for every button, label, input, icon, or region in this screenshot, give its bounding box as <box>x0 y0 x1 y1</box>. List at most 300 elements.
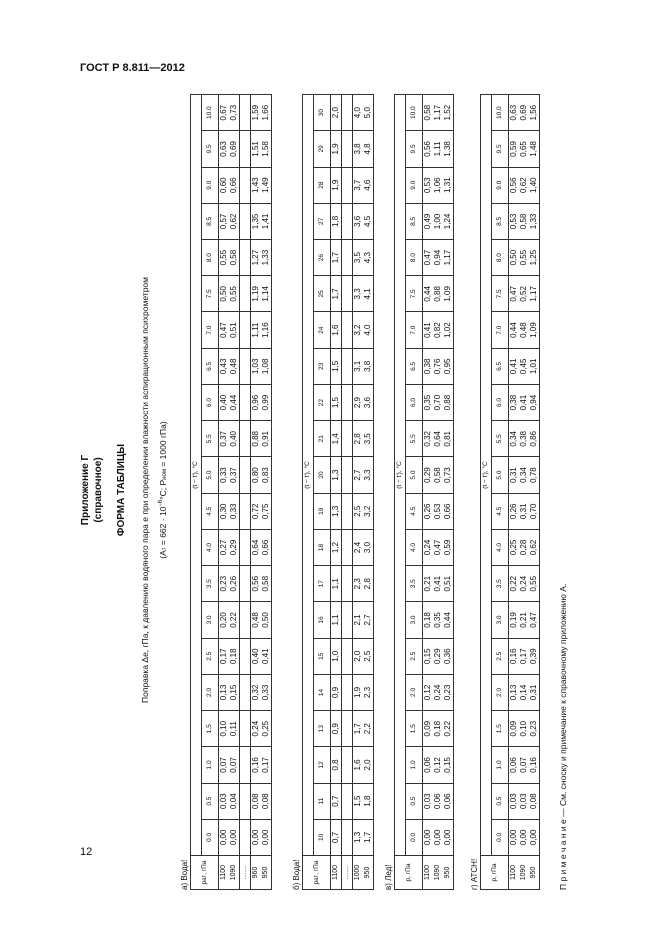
pressure-header <box>303 856 331 890</box>
value-cell: 3,8 4,8 <box>353 131 374 167</box>
column-header: 2.5 <box>202 638 219 674</box>
formula-p-sub: ном <box>162 469 168 480</box>
table-d-label: г) АТСН! <box>470 858 479 890</box>
value-cell: 3,3 4,1 <box>353 276 374 312</box>
value-cell: 1,1 <box>331 602 342 638</box>
column-header: 16 <box>314 602 331 638</box>
column-header: 9.5 <box>202 131 219 167</box>
value-cell: 0,07 0,07 <box>219 747 240 783</box>
column-header: 1.0 <box>406 747 423 783</box>
column-header: 8.5 <box>406 203 423 239</box>
value-cell: 0,18 0,35 0,44 <box>423 602 454 638</box>
pressure-header <box>191 856 219 890</box>
column-header: 5.5 <box>492 421 509 457</box>
value-cell: 3,5 4,3 <box>353 240 374 276</box>
pressure-symbol: p <box>312 880 320 885</box>
value-cell: 0,13 0,14 0,31 <box>509 674 540 710</box>
value-cell: 1,9 2,3 <box>353 674 374 710</box>
table-row <box>342 95 353 890</box>
column-header: 8.0 <box>492 240 509 276</box>
value-cell: 0,38 0,76 0,95 <box>423 348 454 384</box>
value-cell: 2,0 2,5 <box>353 638 374 674</box>
value-cell: 2,7 3,3 <box>353 457 374 493</box>
value-cell: 2,9 3,6 <box>353 384 374 420</box>
column-header: 10.0 <box>406 95 423 131</box>
column-header: 7.5 <box>202 276 219 312</box>
column-header: 1.5 <box>202 711 219 747</box>
value-cell: 0,56 0,58 <box>251 566 272 602</box>
value-cell: 0,03 0,03 0,08 <box>509 783 540 819</box>
table-b-label: б) Вода! <box>292 859 301 890</box>
value-cell: 0,55 0,58 <box>219 240 240 276</box>
value-cell: 0,12 0,24 0,23 <box>423 674 454 710</box>
value-cell: 0,13 0,15 <box>219 674 240 710</box>
value-cell: 0,30 0,33 <box>219 493 240 529</box>
value-cell: 0,15 0,29 0,36 <box>423 638 454 674</box>
value-cell: 0,33 0,37 <box>219 457 240 493</box>
column-header: 10.0 <box>202 95 219 131</box>
table-row <box>331 95 342 890</box>
table-row <box>509 95 540 890</box>
column-header: 0.5 <box>492 783 509 819</box>
value-cell <box>240 602 251 638</box>
value-cell: 1,03 1,08 <box>251 348 272 384</box>
value-cell <box>342 312 353 348</box>
value-cell <box>342 348 353 384</box>
value-cell: 0,31 0,34 0,78 <box>509 457 540 493</box>
table-row <box>353 95 374 890</box>
column-header: 4.5 <box>202 493 219 529</box>
value-cell: 0,40 0,44 <box>219 384 240 420</box>
value-cell: 1,19 1,14 <box>251 276 272 312</box>
column-header: 14 <box>314 674 331 710</box>
value-cell <box>240 711 251 747</box>
page-number: 12 <box>80 846 93 858</box>
column-header: 1.0 <box>492 747 509 783</box>
value-cell: 0,09 0,10 0,23 <box>509 711 540 747</box>
column-header: 1.5 <box>406 711 423 747</box>
formula-unit: °C <box>158 490 168 500</box>
value-cell <box>240 421 251 457</box>
column-header: 8.0 <box>202 240 219 276</box>
value-cell: 0,48 0,50 <box>251 602 272 638</box>
value-cell: 0,72 0,75 <box>251 493 272 529</box>
value-cell <box>240 566 251 602</box>
value-cell: 0,63 0,69 1,56 <box>509 95 540 131</box>
value-cell <box>240 95 251 131</box>
table-a-label: а) Вода! <box>180 859 189 890</box>
pressure-header <box>395 856 423 890</box>
column-header: 0.0 <box>202 819 219 855</box>
value-cell: 0,56 1,11 1,38 <box>423 131 454 167</box>
column-header: 10 <box>314 819 331 855</box>
value-cell: 1,5 <box>331 348 342 384</box>
value-cell <box>342 747 353 783</box>
column-header: 5.0 <box>492 457 509 493</box>
value-cell: 0,37 0,40 <box>219 421 240 457</box>
value-cell: 0,34 0,38 0,86 <box>509 421 540 457</box>
value-cell <box>342 493 353 529</box>
value-cell: 0,16 0,17 <box>251 747 272 783</box>
value-cell <box>240 638 251 674</box>
value-cell: 0,24 0,25 <box>251 711 272 747</box>
value-cell: 1,35 1,41 <box>251 203 272 239</box>
column-header: 9.5 <box>406 131 423 167</box>
rotated-content <box>80 90 580 890</box>
column-header: 22 <box>314 384 331 420</box>
pressure-subscript: ат <box>201 874 208 881</box>
value-cell: 0,32 0,33 <box>251 674 272 710</box>
column-header: 17 <box>314 566 331 602</box>
value-cell: 0,44 0,88 1,09 <box>423 276 454 312</box>
value-cell <box>240 312 251 348</box>
formula-at: (A <box>158 550 168 559</box>
value-cell: 2,1 2,7 <box>353 602 374 638</box>
value-cell: 0,50 0,55 <box>219 276 240 312</box>
column-header: 3.0 <box>492 602 509 638</box>
value-cell: 2,8 3,5 <box>353 421 374 457</box>
formula-line <box>158 90 168 890</box>
column-header: 3.0 <box>202 602 219 638</box>
value-cell: 1,6 <box>331 312 342 348</box>
value-cell <box>240 529 251 565</box>
form-title: ФОРМА ТАБЛИЦЫ <box>116 443 127 537</box>
table-row <box>251 95 272 890</box>
value-cell <box>342 167 353 203</box>
value-cell <box>342 711 353 747</box>
value-cell <box>240 131 251 167</box>
column-header: 8.5 <box>492 203 509 239</box>
column-header: 9.0 <box>202 167 219 203</box>
temperature-difference-header: (t − t'), °C <box>191 95 202 856</box>
value-cell <box>240 457 251 493</box>
value-cell: 0,44 0,48 1,09 <box>509 312 540 348</box>
value-cell: 0,64 0,66 <box>251 529 272 565</box>
value-cell: 2,3 2,8 <box>353 566 374 602</box>
value-cell: 4,0 5,0 <box>353 95 374 131</box>
column-header: 2.5 <box>492 638 509 674</box>
pressure-subscript: ат <box>313 874 320 881</box>
column-header: 4.0 <box>406 529 423 565</box>
temperature-difference-header: (t − t'), °C <box>481 95 492 856</box>
value-cell: 0,08 0,08 <box>251 783 272 819</box>
value-cell: 0,06 0,12 0,15 <box>423 747 454 783</box>
value-cell <box>342 203 353 239</box>
table-a <box>190 94 272 890</box>
value-cell: 0,53 0,58 1,33 <box>509 203 540 239</box>
column-header: 12 <box>314 747 331 783</box>
column-header: 26 <box>314 240 331 276</box>
value-cell <box>342 384 353 420</box>
column-header: 5.0 <box>406 457 423 493</box>
value-cell: 0,00 0,00 0,00 <box>423 819 454 855</box>
value-cell <box>240 384 251 420</box>
pressure-unit: , гПа <box>200 860 208 875</box>
value-cell: 2,0 <box>331 95 342 131</box>
column-header: 4.0 <box>492 529 509 565</box>
value-cell: 1,7 <box>331 276 342 312</box>
value-cell <box>240 493 251 529</box>
value-cell: 1,2 <box>331 529 342 565</box>
value-cell: 1,43 1,49 <box>251 167 272 203</box>
column-header: 24 <box>314 312 331 348</box>
value-cell: 0,19 0,21 0,47 <box>509 602 540 638</box>
value-cell: 0,00 0,00 <box>251 819 272 855</box>
column-header: 4.5 <box>492 493 509 529</box>
value-cell: 0,41 0,45 1,01 <box>509 348 540 384</box>
value-cell: 0,25 0,28 0,62 <box>509 529 540 565</box>
column-header: 3.5 <box>492 566 509 602</box>
column-header: 5.0 <box>202 457 219 493</box>
table-row <box>219 95 240 890</box>
column-header: 7.0 <box>202 312 219 348</box>
value-cell: 3,1 3,8 <box>353 348 374 384</box>
value-cell: 0,67 0,73 <box>219 95 240 131</box>
value-cell: 0,47 0,52 1,17 <box>509 276 540 312</box>
pressure-cell: 1100 1090 950 <box>423 856 454 890</box>
column-header: 19 <box>314 493 331 529</box>
value-cell: 0,17 0,18 <box>219 638 240 674</box>
formula-p-val: = 1000 гПа) <box>158 421 168 470</box>
column-header: 0.5 <box>406 783 423 819</box>
column-header: 6.0 <box>492 384 509 420</box>
value-cell: 0,03 0,04 <box>219 783 240 819</box>
value-cell: 1,8 <box>331 203 342 239</box>
value-cell: 0,41 0,82 1,02 <box>423 312 454 348</box>
value-cell: 0,7 <box>331 819 342 855</box>
value-cell: 0,47 0,94 1,17 <box>423 240 454 276</box>
value-cell <box>342 674 353 710</box>
value-cell: 0,32 0,64 0,81 <box>423 421 454 457</box>
column-header: 7.0 <box>406 312 423 348</box>
appendix-status: (справочное) <box>93 457 104 523</box>
column-header: 9.0 <box>406 167 423 203</box>
value-cell <box>342 566 353 602</box>
value-cell: 0,24 0,47 0,59 <box>423 529 454 565</box>
column-header: 6.5 <box>406 348 423 384</box>
value-cell: 1,6 2,0 <box>353 747 374 783</box>
column-header: 6.5 <box>202 348 219 384</box>
column-header: 0.5 <box>202 783 219 819</box>
table-c <box>394 94 454 890</box>
formula-at-sub: т <box>162 547 168 551</box>
value-cell: 0,26 0,31 0,70 <box>509 493 540 529</box>
value-cell: 1,0 <box>331 638 342 674</box>
pressure-cell: …… <box>240 856 251 890</box>
value-cell <box>240 348 251 384</box>
table-row <box>240 95 251 890</box>
value-cell: 0,00 0,00 0,00 <box>509 819 540 855</box>
value-cell: 1,3 <box>331 457 342 493</box>
value-cell: 1,9 <box>331 131 342 167</box>
column-header: 13 <box>314 711 331 747</box>
value-cell: 0,29 0,58 0,73 <box>423 457 454 493</box>
column-header: 6.5 <box>492 348 509 384</box>
column-header: 3.0 <box>406 602 423 638</box>
value-cell: 0,20 0,22 <box>219 602 240 638</box>
column-header: 2.0 <box>202 674 219 710</box>
value-cell: 1,7 2,2 <box>353 711 374 747</box>
formula-exp: −6 <box>158 499 165 507</box>
column-header: 25 <box>314 276 331 312</box>
pressure-cell: …… <box>342 856 353 890</box>
value-cell <box>342 602 353 638</box>
value-cell: 3,2 4,0 <box>353 312 374 348</box>
value-cell: 1,59 1,66 <box>251 95 272 131</box>
column-header: 27 <box>314 203 331 239</box>
column-header: 1.0 <box>202 747 219 783</box>
value-cell: 0,00 0,00 <box>219 819 240 855</box>
column-header: 9.5 <box>492 131 509 167</box>
column-header: 15 <box>314 638 331 674</box>
column-header: 7.0 <box>492 312 509 348</box>
value-cell: 0,35 0,70 0,88 <box>423 384 454 420</box>
value-cell <box>342 131 353 167</box>
value-cell: 1,3 <box>331 493 342 529</box>
value-cell: 1,4 <box>331 421 342 457</box>
value-cell <box>240 276 251 312</box>
column-header: 8.5 <box>202 203 219 239</box>
column-header: 1.5 <box>492 711 509 747</box>
value-cell <box>240 203 251 239</box>
table-caption: Поправка Δe, гПа, к давлению водяного пара e при определении влажности аспирационным психрометром <box>140 277 150 703</box>
value-cell <box>240 674 251 710</box>
value-cell: 1,9 <box>331 167 342 203</box>
formula-at-val: = 662 · 10 <box>158 506 168 548</box>
value-cell: 0,38 0,41 0,94 <box>509 384 540 420</box>
value-cell: 0,57 0,62 <box>219 203 240 239</box>
note: П р и м е ч а н и е — См. сноску и примечание к справочному приложению А. <box>558 583 568 890</box>
value-cell: 0,50 0,55 1,25 <box>509 240 540 276</box>
pressure-symbol: p, гПа <box>490 863 498 882</box>
column-header: 3.5 <box>406 566 423 602</box>
table-row <box>423 95 454 890</box>
value-cell <box>240 167 251 203</box>
value-cell <box>240 783 251 819</box>
value-cell: 0,03 0,06 0,06 <box>423 783 454 819</box>
column-header: 11 <box>314 783 331 819</box>
value-cell <box>342 638 353 674</box>
value-cell: 0,9 <box>331 674 342 710</box>
column-header: 2.5 <box>406 638 423 674</box>
value-cell <box>240 819 251 855</box>
pressure-cell: 1100 1090 <box>219 856 240 890</box>
value-cell: 0,23 0,26 <box>219 566 240 602</box>
value-cell: 0,27 0,29 <box>219 529 240 565</box>
value-cell: 3,6 4,5 <box>353 203 374 239</box>
value-cell: 0,16 0,17 0,39 <box>509 638 540 674</box>
column-header: 30 <box>314 95 331 131</box>
value-cell: 2,4 3,0 <box>353 529 374 565</box>
column-header: 4.0 <box>202 529 219 565</box>
column-header: 0.0 <box>492 819 509 855</box>
value-cell: 1,1 <box>331 566 342 602</box>
value-cell: 0,26 0,53 0,66 <box>423 493 454 529</box>
appendix-title: Приложение Г <box>80 454 91 526</box>
column-header: 21 <box>314 421 331 457</box>
value-cell: 0,80 0,83 <box>251 457 272 493</box>
column-header: 7.5 <box>492 276 509 312</box>
value-cell: 1,5 <box>331 384 342 420</box>
value-cell: 1,7 <box>331 240 342 276</box>
value-cell: 0,7 <box>331 783 342 819</box>
value-cell: 0,47 0,51 <box>219 312 240 348</box>
value-cell: 0,09 0,18 0,22 <box>423 711 454 747</box>
column-header: 3.5 <box>202 566 219 602</box>
column-header: 10.0 <box>492 95 509 131</box>
column-header: 29 <box>314 131 331 167</box>
value-cell <box>240 240 251 276</box>
value-cell <box>342 276 353 312</box>
value-cell: 2,5 3,2 <box>353 493 374 529</box>
table-b <box>302 94 374 890</box>
value-cell <box>342 240 353 276</box>
table-d <box>480 94 540 890</box>
column-header: 4.5 <box>406 493 423 529</box>
table-c-label: в) Лед! <box>384 864 393 890</box>
column-header: 2.0 <box>406 674 423 710</box>
value-cell: 0,63 0,69 <box>219 131 240 167</box>
column-header: 8.0 <box>406 240 423 276</box>
value-cell: 0,21 0,41 0,51 <box>423 566 454 602</box>
column-header: 23 <box>314 348 331 384</box>
value-cell: 0,88 0,91 <box>251 421 272 457</box>
value-cell: 0,9 <box>331 711 342 747</box>
value-cell <box>342 457 353 493</box>
value-cell: 0,53 1,06 1,31 <box>423 167 454 203</box>
column-header: 2.0 <box>492 674 509 710</box>
value-cell: 0,60 0,66 <box>219 167 240 203</box>
value-cell: 0,58 1,17 1,52 <box>423 95 454 131</box>
column-header: 5.5 <box>406 421 423 457</box>
pressure-symbol: p <box>200 880 208 885</box>
pressure-cell: 1100 1090 950 <box>509 856 540 890</box>
pressure-cell: 1000 950 <box>353 856 374 890</box>
temperature-difference-header: (t − t'), °C <box>303 95 314 856</box>
value-cell: 0,56 0,62 1,40 <box>509 167 540 203</box>
value-cell: 0,43 0,48 <box>219 348 240 384</box>
column-header: 0.0 <box>406 819 423 855</box>
column-header: 6.0 <box>202 384 219 420</box>
value-cell: 0,8 <box>331 747 342 783</box>
value-cell: 0,49 1,00 1,24 <box>423 203 454 239</box>
value-cell: 1,5 1,8 <box>353 783 374 819</box>
value-cell: 0,59 0,65 1,48 <box>509 131 540 167</box>
temperature-difference-header: (t − t'), °C <box>395 95 406 856</box>
pressure-symbol: p, гПа <box>404 863 412 882</box>
value-cell: 0,10 0,11 <box>219 711 240 747</box>
value-cell <box>342 819 353 855</box>
value-cell <box>240 747 251 783</box>
value-cell: 1,27 1,33 <box>251 240 272 276</box>
value-cell <box>342 421 353 457</box>
value-cell <box>342 529 353 565</box>
value-cell: 1,11 1,16 <box>251 312 272 348</box>
column-header: 7.5 <box>406 276 423 312</box>
value-cell: 1,51 1,58 <box>251 131 272 167</box>
value-cell: 0,40 0,41 <box>251 638 272 674</box>
pressure-cell: 960 950 <box>251 856 272 890</box>
document-header: ГОСТ Р 8.811—2012 <box>80 62 185 74</box>
column-header: 28 <box>314 167 331 203</box>
column-header: 18 <box>314 529 331 565</box>
column-header: 20 <box>314 457 331 493</box>
pressure-header <box>481 856 509 890</box>
column-header: 6.0 <box>406 384 423 420</box>
value-cell: 0,96 0,99 <box>251 384 272 420</box>
column-header: 5.5 <box>202 421 219 457</box>
value-cell: 1,3 1,7 <box>353 819 374 855</box>
